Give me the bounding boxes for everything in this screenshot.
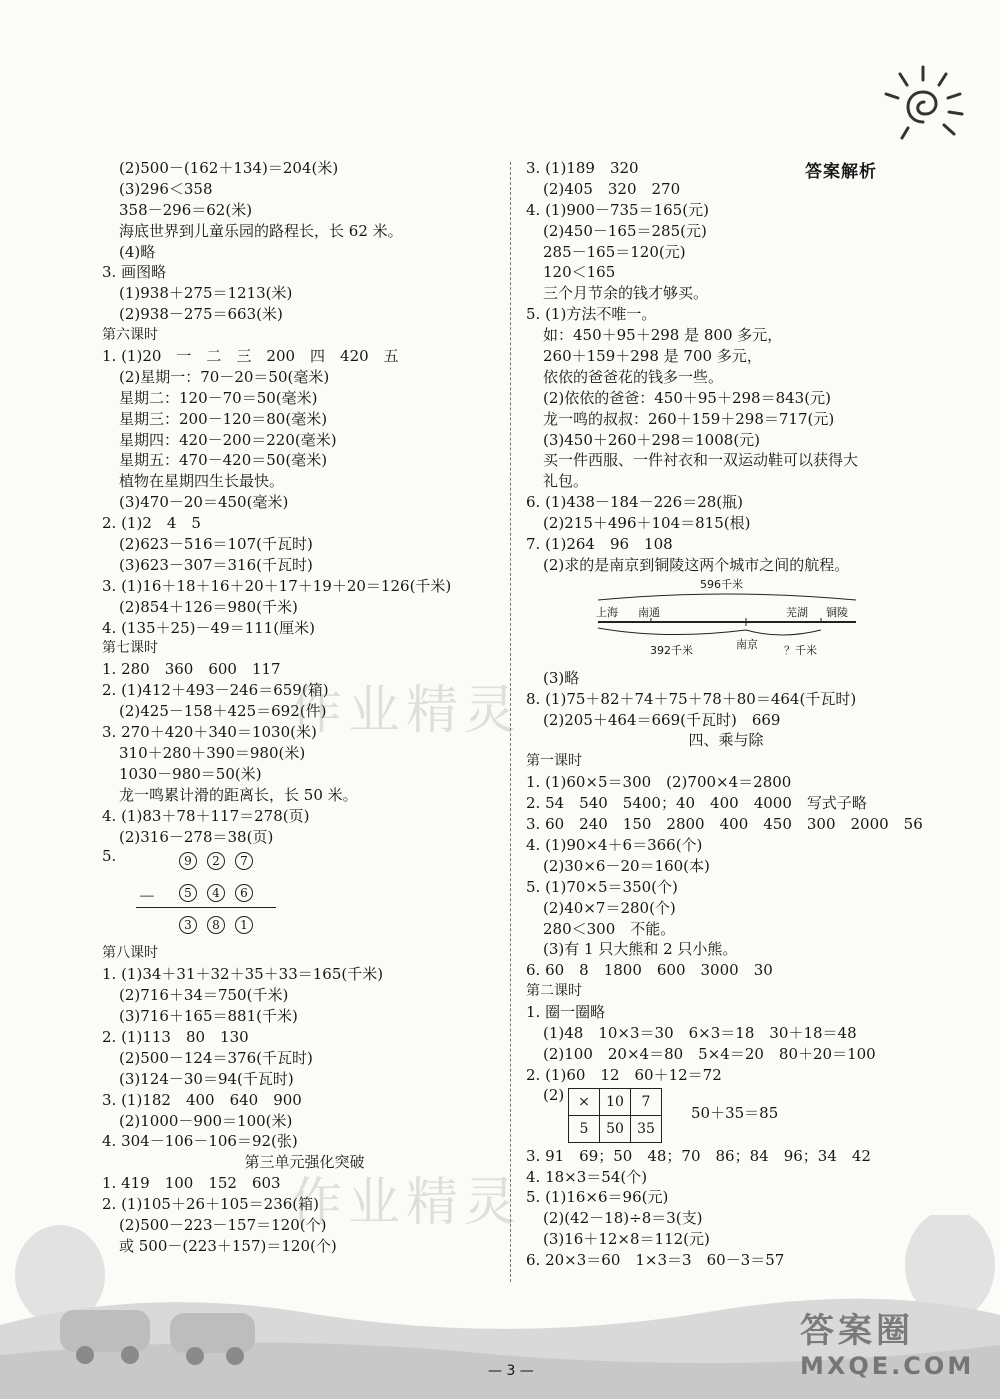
answer-line: (2)425－158＋425＝692(件): [119, 702, 327, 721]
answer-line: 260＋159＋298 是 700 多元，: [543, 347, 762, 366]
segment-length: 392千米: [650, 643, 693, 657]
answer-line: 星期三：200－120＝80(毫米): [119, 409, 328, 428]
answer-line: (2)1000－900＝100(米): [119, 1111, 293, 1130]
city-label: 芜湖: [786, 605, 808, 619]
circled-digit: 9: [179, 852, 197, 870]
watermark-text: 作业精灵: [290, 1173, 523, 1233]
answer-line: 1. 419 100 152 603: [102, 1174, 281, 1193]
answer-line: 星期四：420－200＝220(毫米): [119, 430, 337, 449]
mult-grid: [568, 1088, 662, 1143]
answer-line: 285－165＝120(元): [543, 242, 686, 261]
answer-line: (2)30×6－20＝160(本): [543, 856, 710, 875]
logo-text: 答案圈: [800, 1311, 914, 1351]
answer-line: 4. (1)90×4＋6＝366(个): [526, 835, 703, 854]
answer-line: 3. 270＋420＋340＝1030(米): [102, 723, 317, 742]
grid-cell: 35: [631, 1115, 662, 1142]
route-diagram: [526, 576, 926, 668]
answer-line: 龙一鸣累计滑的距离长，长 50 米。: [119, 785, 358, 804]
route-total: 596千米: [700, 577, 743, 591]
answer-line: 4. (1)83＋78＋117＝278(页): [102, 806, 310, 825]
subtraction-rule: [136, 907, 276, 908]
answer-line: (2)500－(162＋134)＝204(米): [119, 159, 339, 177]
answer-line: (3)716＋165＝881(千米): [119, 1007, 298, 1026]
answer-line: 310＋280＋390＝980(米): [119, 743, 306, 762]
unit-heading: 第三单元强化突破: [244, 1153, 365, 1172]
grid-cell: 10: [600, 1088, 631, 1115]
answer-line: 2. (1)113 80 130: [102, 1027, 249, 1046]
answer-line: 3. (1)182 400 640 900: [102, 1090, 302, 1109]
minus-sign: －: [138, 887, 156, 909]
answer-line: 6. (1)438－184－226＝28(瓶): [526, 493, 744, 512]
section-label: 答案解析: [805, 162, 877, 182]
answer-line: 如：450＋95＋298 是 800 多元，: [543, 326, 783, 345]
digit-row-top: [174, 851, 258, 870]
answer-line: (3)略: [543, 668, 580, 687]
answer-line: (2)215＋496＋104＝815(根): [543, 514, 751, 533]
answer-line: (1)938＋275＝1213(米): [119, 284, 293, 303]
answer-line: 4. 18×3＝54(个): [526, 1167, 648, 1186]
circled-digit: 5: [179, 884, 197, 902]
lesson-heading: 第六课时: [102, 327, 158, 344]
logo-url: MXQE.COM: [800, 1352, 975, 1380]
answer-line: 1030－980＝50(米): [119, 764, 262, 783]
answer-line: (2)100 20×4＝80 5×4＝20 80＋20＝100: [543, 1044, 876, 1063]
grid-cell: 50: [600, 1115, 631, 1142]
circled-digit: 6: [235, 884, 253, 902]
right-column: [526, 158, 926, 1271]
city-label: 南通: [638, 605, 660, 619]
answer-line: 4. 304－106－106＝92(张): [102, 1132, 298, 1151]
lesson-heading: 第一课时: [526, 753, 582, 770]
answer-line: 6. 60 8 1800 600 3000 30: [526, 961, 773, 980]
answer-line: (3)296＜358: [119, 179, 213, 198]
answer-line: 海底世界到儿童乐园的路程长，长 62 米。: [119, 221, 403, 240]
lesson-heading: 第八课时: [102, 945, 158, 962]
answer-line: (2)500－223－157＝120(个): [119, 1215, 327, 1234]
watermark-text: 作业精灵: [290, 681, 523, 741]
vertical-subtraction: [102, 847, 507, 943]
answer-line: 7. (1)264 96 108: [526, 535, 673, 554]
answer-line: (2)(42－18)÷8＝3(支): [543, 1209, 703, 1228]
question-label: (2): [543, 1085, 565, 1104]
segment-length: ？千米: [784, 643, 817, 657]
question-number: 5.: [102, 847, 117, 866]
answer-line: 依依的爸爸花的钱多一些。: [543, 367, 724, 386]
page-number: — 3 —: [488, 1363, 534, 1379]
answer-line: 买一件西服、一件衬衣和一双运动鞋可以获得大: [543, 451, 859, 470]
answer-line: 4. (135＋25)－49＝111(厘米): [102, 618, 315, 637]
answer-line: 2. (1)412＋493－246＝659(箱): [102, 681, 329, 700]
answer-line: (1)48 10×3＝30 6×3＝18 30＋18＝48: [543, 1023, 857, 1042]
circled-digit: 2: [207, 852, 225, 870]
answer-line: 4. (1)900－735＝165(元): [526, 200, 709, 219]
answer-line: (2)星期一：70－20＝50(毫米): [119, 367, 330, 386]
answer-line: (2)500－124＝376(千瓦时): [119, 1048, 313, 1067]
answer-line: 或 500－(223＋157)＝120(个): [119, 1236, 337, 1255]
lesson-heading: 第七课时: [102, 640, 158, 657]
city-label: 南京: [736, 637, 758, 651]
answer-line: (2)716＋34＝750(千米): [119, 986, 289, 1005]
answer-line: 龙一鸣的叔叔：260＋159＋298＝717(元): [543, 409, 835, 428]
circled-digit: 1: [235, 916, 253, 934]
circled-digit: 8: [207, 916, 225, 934]
multiplication-table: [526, 1086, 926, 1146]
answer-line: 120＜165: [543, 263, 616, 282]
city-label: 上海: [596, 605, 618, 619]
answer-line: 358－296＝62(米): [119, 200, 253, 219]
digit-row-middle: [174, 883, 258, 902]
answer-line: (2)205＋464＝669(千瓦时) 669: [543, 710, 781, 729]
answer-line: 1. 圈一圈略: [526, 1003, 606, 1022]
answer-line: 3. 91 69；50 48；70 86；84 96；34 42: [526, 1146, 871, 1165]
circled-digit: 3: [179, 916, 197, 934]
answer-line: 1. (1)60×5＝300 (2)700×4＝2800: [526, 773, 792, 792]
grid-cell: 7: [631, 1088, 662, 1115]
answer-equation: 50＋35＝85: [691, 1103, 779, 1122]
city-label: 铜陵: [826, 605, 848, 619]
answer-line: 2. 54 540 5400；40 400 4000 写式子略: [526, 794, 867, 813]
answer-line: 星期二：120－70＝50(毫米): [119, 388, 318, 407]
answer-line: (2)450－165＝285(元): [543, 221, 707, 240]
grid-cell: ×: [569, 1088, 600, 1115]
answer-line: 2. (1)105＋26＋105＝236(箱): [102, 1195, 320, 1214]
answer-line: 1. (1)34＋31＋32＋35＋33＝165(千米): [102, 965, 384, 984]
site-watermark-logo: [800, 1303, 974, 1380]
answer-line: (2)求的是南京到铜陵这两个城市之间的航程。: [543, 555, 850, 574]
answer-line: (2)依依的爸爸：450＋95＋298＝843(元): [543, 388, 831, 407]
answer-line: (3)470－20＝450(毫米): [119, 493, 289, 512]
answer-line: 3. (1)189 320: [526, 159, 639, 177]
unit-heading: 四、乘与除: [688, 731, 764, 750]
sun-logo-icon: [878, 62, 968, 152]
answer-line: 2. (1)60 12 60＋12＝72: [526, 1065, 722, 1084]
answer-line: (3)124－30＝94(千瓦时): [119, 1069, 294, 1088]
answer-line: 5. (1)方法不唯一。: [526, 305, 657, 324]
answer-line: (3)16＋12×8＝112(元): [543, 1230, 710, 1249]
answer-line: (3)有 1 只大熊和 2 只小熊。: [543, 940, 738, 959]
answer-line: 3. 画图略: [102, 263, 167, 282]
answer-line: 6. 20×3＝60 1×3＝3 60－3＝57: [526, 1251, 785, 1270]
answer-line: 280＜300 不能。: [543, 919, 676, 938]
answer-line: 1. 280 360 600 117: [102, 660, 281, 679]
answer-line: 8. (1)75＋82＋74＋75＋78＋80＝464(千瓦时): [526, 689, 857, 708]
answer-line: (2)405 320 270: [543, 179, 681, 198]
digit-row-result: [174, 915, 258, 934]
answer-line: 1. (1)20 一 二 三 200 四 420 五: [102, 347, 399, 366]
answer-line: 三个月节余的钱才够买。: [543, 284, 709, 303]
answer-line: (3)450＋260＋298＝1008(元): [543, 430, 761, 449]
circled-digit: 4: [207, 884, 225, 902]
answer-line: 礼包。: [543, 472, 589, 491]
answer-line: 星期五：470－420＝50(毫米): [119, 451, 328, 470]
answer-line: 3. 60 240 150 2800 400 450 300 2000 56: [526, 815, 923, 834]
answer-line: 5. (1)16×6＝96(元): [526, 1188, 669, 1207]
answer-line: (2)316－278＝38(页): [119, 827, 274, 846]
answer-line: (2)854＋126＝980(千米): [119, 597, 298, 616]
lesson-heading: 第二课时: [526, 983, 582, 1000]
answer-line: 2. (1)2 4 5: [102, 514, 201, 533]
answer-line: (2)40×7＝280(个): [543, 898, 676, 917]
answer-line: (2)623－516＝107(千瓦时): [119, 535, 313, 554]
circled-digit: 7: [235, 852, 253, 870]
answer-line: 5. (1)70×5＝350(个): [526, 877, 678, 896]
answer-line: (4)略: [119, 242, 156, 261]
answer-line: (3)623－307＝316(千瓦时): [119, 555, 313, 574]
answer-line: (2)938－275＝663(米): [119, 305, 283, 324]
answer-line: 3. (1)16＋18＋16＋20＋17＋19＋20＝126(千米): [102, 576, 452, 595]
grid-cell: 5: [569, 1115, 600, 1142]
answer-line: 植物在星期四生长最快。: [119, 472, 285, 491]
